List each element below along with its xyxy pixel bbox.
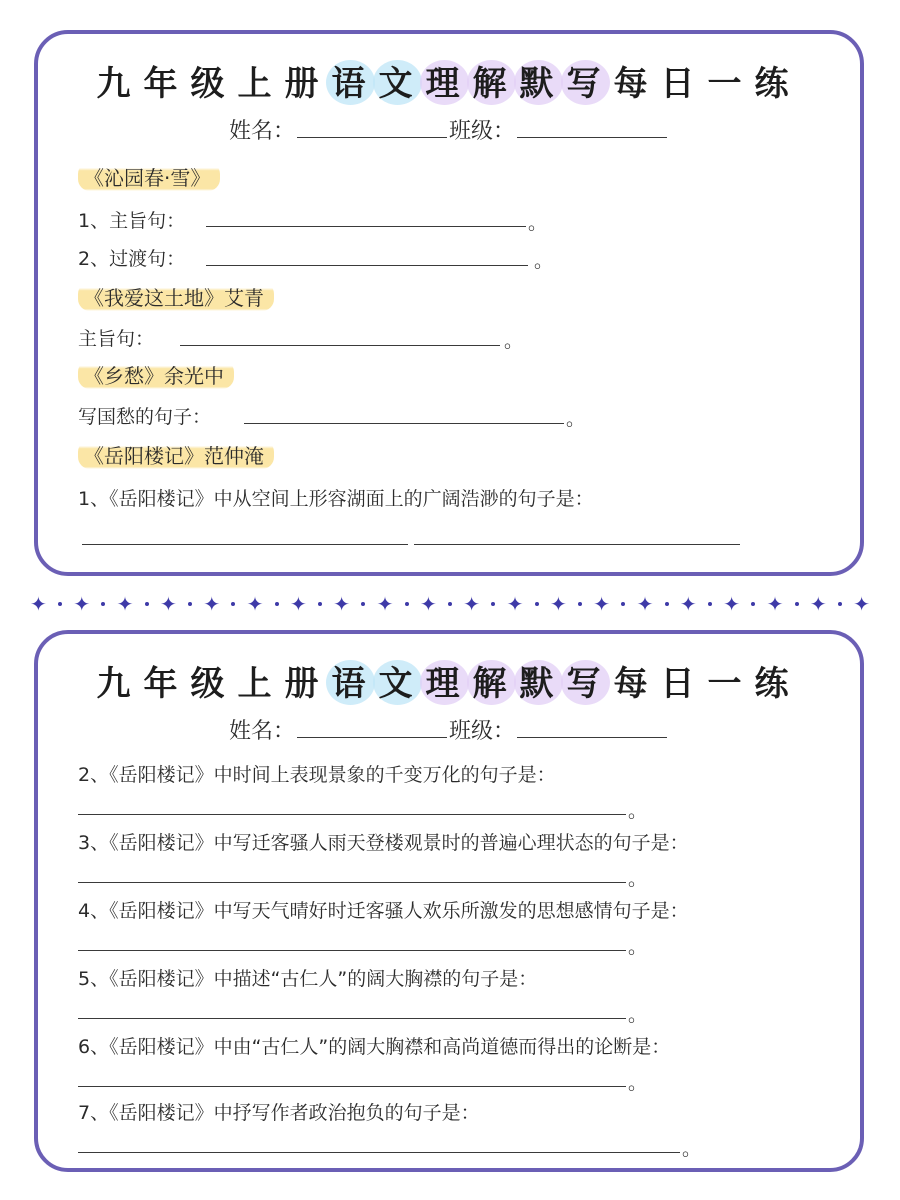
answer-line[interactable] — [78, 1018, 626, 1019]
question-label: 1、主旨句： — [78, 210, 186, 232]
title-char-text: 册 — [284, 664, 332, 704]
worksheet-card-2 — [34, 630, 864, 1172]
four-point-star-icon: ✦ — [506, 592, 524, 616]
answer-line[interactable] — [206, 265, 528, 266]
title-char-text: 练 — [754, 64, 802, 104]
name-label: 姓名： — [228, 119, 295, 144]
divider-dot — [361, 602, 365, 606]
answer-line[interactable] — [244, 423, 564, 424]
title-char-text: 日 — [660, 64, 708, 104]
worksheet-title — [38, 56, 860, 105]
four-point-star-icon: ✦ — [549, 592, 567, 616]
four-point-star-icon: ✦ — [73, 592, 91, 616]
title-char-text: 理 — [425, 64, 473, 104]
title-char — [473, 56, 520, 105]
title-char-text: 解 — [472, 664, 520, 704]
divider-dot — [231, 602, 235, 606]
title-char — [285, 56, 332, 105]
four-point-star-icon: ✦ — [203, 592, 221, 616]
divider-dot — [795, 602, 799, 606]
title-char-text: 解 — [472, 64, 520, 104]
name-blank[interactable] — [297, 135, 447, 138]
title-char — [144, 56, 191, 105]
title-char — [708, 56, 755, 105]
divider-dot — [535, 602, 539, 606]
title-char-text: 每 — [613, 64, 661, 104]
title-char — [426, 656, 473, 705]
title-char — [191, 656, 238, 705]
title-char — [661, 656, 708, 705]
title-char-text: 级 — [190, 64, 238, 104]
title-char — [520, 656, 567, 705]
title-char-text: 每 — [613, 664, 661, 704]
title-char — [708, 656, 755, 705]
title-char-text: 册 — [284, 64, 332, 104]
question-label: 4、《岳阳楼记》中写天气晴好时迁客骚人欢乐所激发的思想感情句子是： — [78, 900, 689, 922]
worksheet-title — [38, 656, 860, 705]
title-char — [332, 56, 379, 105]
title-char-text: 语 — [331, 64, 379, 104]
title-char — [426, 56, 473, 105]
title-char — [238, 656, 285, 705]
divider-dot — [318, 602, 322, 606]
divider-dot — [58, 602, 62, 606]
name-blank[interactable] — [297, 735, 447, 738]
title-char — [97, 56, 144, 105]
question-label: 7、《岳阳楼记》中抒写作者政治抱负的句子是： — [78, 1102, 480, 1124]
four-point-star-icon: ✦ — [419, 592, 437, 616]
question-label: 2、过渡句： — [78, 248, 186, 270]
four-point-star-icon: ✦ — [636, 592, 654, 616]
answer-line[interactable] — [78, 814, 626, 815]
title-char-text: 上 — [237, 664, 285, 704]
title-char-text: 一 — [707, 664, 755, 704]
divider-dot — [101, 602, 105, 606]
four-point-star-icon: ✦ — [593, 592, 611, 616]
period-mark: 。 — [628, 936, 648, 958]
title-char — [473, 656, 520, 705]
title-char-text: 语 — [331, 664, 379, 704]
divider-dot — [491, 602, 495, 606]
period-mark: 。 — [528, 212, 548, 234]
title-char — [97, 656, 144, 705]
title-char-text: 级 — [190, 664, 238, 704]
question-label: 写国愁的句子： — [78, 406, 212, 428]
period-mark: 。 — [628, 800, 648, 822]
divider-dot — [621, 602, 625, 606]
answer-line[interactable] — [78, 950, 626, 951]
section-heading-wo-ai-zhe-tudi: 《我爱这土地》艾青 — [78, 282, 274, 311]
title-char — [144, 656, 191, 705]
title-char-text: 九 — [96, 64, 144, 104]
answer-line[interactable] — [78, 1086, 626, 1087]
period-mark: 。 — [566, 408, 586, 430]
divider-dot — [578, 602, 582, 606]
title-char-text: 默 — [519, 64, 567, 104]
four-point-star-icon: ✦ — [853, 592, 870, 616]
divider-dot — [448, 602, 452, 606]
divider-dot — [188, 602, 192, 606]
answer-line[interactable] — [82, 544, 408, 545]
title-char — [614, 56, 661, 105]
divider-dot — [708, 602, 712, 606]
period-mark: 。 — [504, 330, 524, 352]
four-point-star-icon: ✦ — [159, 592, 177, 616]
period-mark: 。 — [682, 1138, 702, 1160]
answer-line[interactable] — [206, 226, 526, 227]
title-char-text: 九 — [96, 664, 144, 704]
title-char-text: 文 — [378, 64, 426, 104]
worksheet-card-1 — [34, 30, 864, 576]
period-mark: 。 — [534, 250, 554, 272]
period-mark: 。 — [628, 868, 648, 890]
answer-line[interactable] — [180, 345, 500, 346]
answer-line[interactable] — [78, 882, 626, 883]
title-char — [567, 656, 614, 705]
title-char-text: 年 — [143, 64, 191, 104]
four-point-star-icon: ✦ — [463, 592, 481, 616]
class-blank[interactable] — [517, 735, 667, 738]
divider-dot — [145, 602, 149, 606]
title-char — [379, 56, 426, 105]
four-point-star-icon: ✦ — [809, 592, 827, 616]
title-char — [755, 56, 802, 105]
period-mark: 。 — [628, 1072, 648, 1094]
name-class-line — [38, 114, 860, 145]
four-point-star-icon: ✦ — [333, 592, 351, 616]
title-char-text: 练 — [754, 664, 802, 704]
four-point-star-icon: ✦ — [116, 592, 134, 616]
section-heading-xiangchou: 《乡愁》余光中 — [78, 360, 234, 389]
title-char — [520, 56, 567, 105]
title-char — [332, 656, 379, 705]
answer-line[interactable] — [414, 544, 740, 545]
section-heading-yueyanglou: 《岳阳楼记》范仲淹 — [78, 440, 274, 469]
section-heading-qinyuanchun: 《沁园春·雪》 — [78, 162, 220, 191]
class-label: 班级： — [449, 119, 516, 144]
title-char — [238, 56, 285, 105]
class-label: 班级： — [449, 719, 516, 744]
four-point-star-icon: ✦ — [289, 592, 307, 616]
title-char-text: 默 — [519, 664, 567, 704]
question-label: 主旨句： — [78, 328, 155, 350]
question-label: 1、《岳阳楼记》中从空间上形容湖面上的广阔浩渺的句子是： — [78, 488, 594, 510]
four-point-star-icon: ✦ — [246, 592, 264, 616]
question-label: 3、《岳阳楼记》中写迁客骚人雨天登楼观景时的普遍心理状态的句子是： — [78, 832, 689, 854]
four-point-star-icon: ✦ — [766, 592, 784, 616]
title-char-text: 日 — [660, 664, 708, 704]
title-char-text: 上 — [237, 64, 285, 104]
title-char — [379, 656, 426, 705]
name-class-line — [38, 714, 860, 745]
title-char — [614, 656, 661, 705]
divider-dot — [405, 602, 409, 606]
four-point-star-icon: ✦ — [723, 592, 741, 616]
four-point-star-icon: ✦ — [30, 592, 47, 616]
title-char-text: 年 — [143, 664, 191, 704]
title-char — [661, 56, 708, 105]
answer-line[interactable] — [78, 1152, 680, 1153]
four-point-star-icon: ✦ — [679, 592, 697, 616]
divider-dot — [751, 602, 755, 606]
divider-dot — [275, 602, 279, 606]
question-label: 6、《岳阳楼记》中由“古仁人”的阔大胸襟和高尚道德而得出的论断是： — [78, 1036, 671, 1058]
title-char-text: 文 — [378, 664, 426, 704]
title-char-text: 一 — [707, 64, 755, 104]
title-char — [755, 656, 802, 705]
title-char-text: 写 — [566, 664, 614, 704]
decorative-divider — [30, 592, 870, 616]
title-char — [567, 56, 614, 105]
question-label: 5、《岳阳楼记》中描述“古仁人”的阔大胸襟的句子是： — [78, 968, 538, 990]
title-char-text: 写 — [566, 64, 614, 104]
class-blank[interactable] — [517, 135, 667, 138]
name-label: 姓名： — [228, 719, 295, 744]
four-point-star-icon: ✦ — [376, 592, 394, 616]
period-mark: 。 — [628, 1004, 648, 1026]
title-char — [285, 656, 332, 705]
question-label: 2、《岳阳楼记》中时间上表现景象的千变万化的句子是： — [78, 764, 556, 786]
title-char-text: 理 — [425, 664, 473, 704]
title-char — [191, 56, 238, 105]
divider-dot — [838, 602, 842, 606]
divider-dot — [665, 602, 669, 606]
